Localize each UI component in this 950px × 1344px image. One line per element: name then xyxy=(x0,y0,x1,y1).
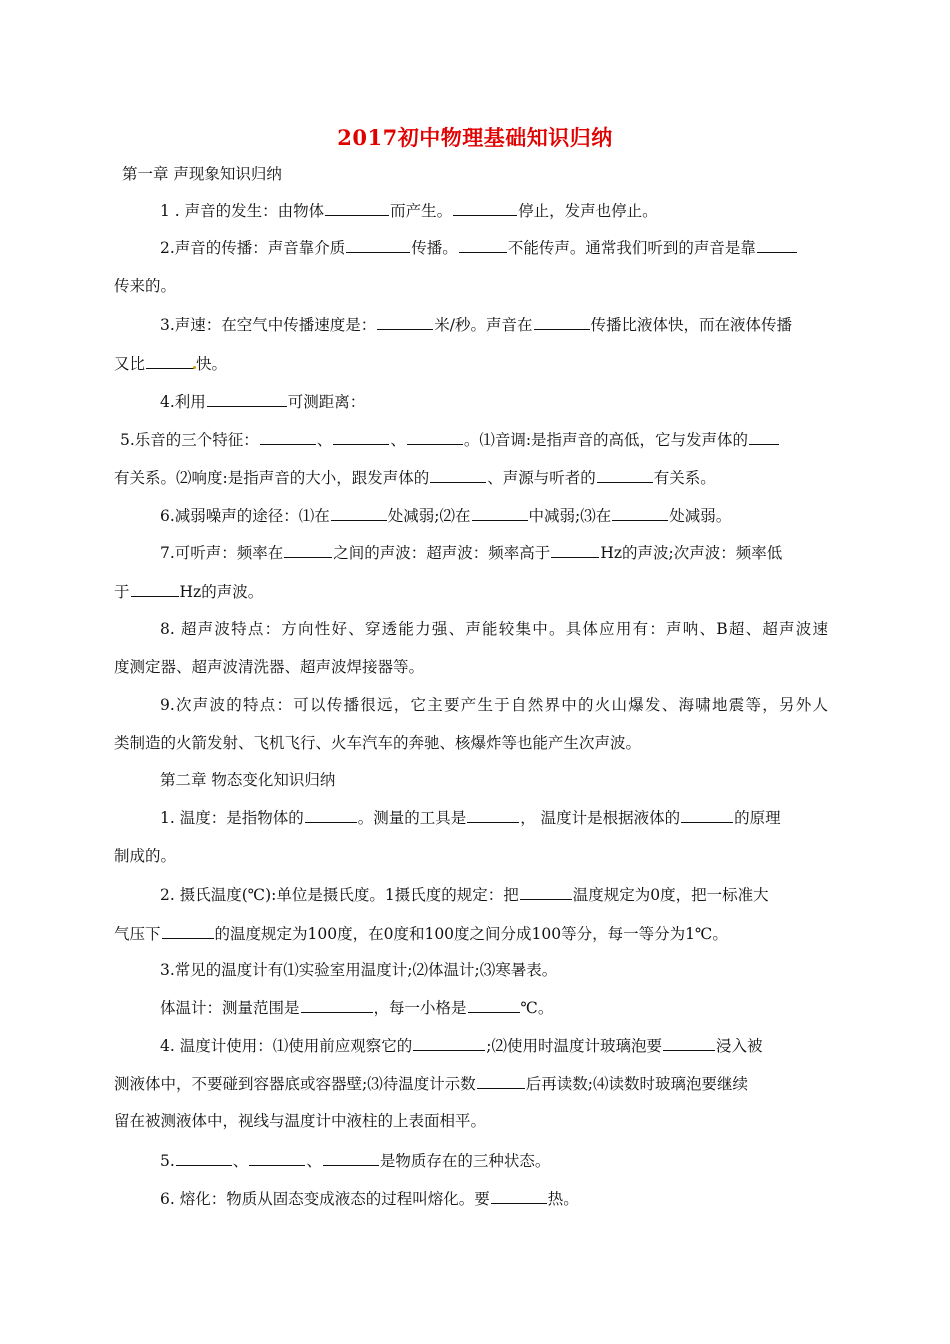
ch2-item-1-line-1: 1. 温度：是指物体的 。测量的工具是 ， 温度计是根据液体的 的原理 xyxy=(160,809,781,827)
ch2-item-2-line-1: 2. 摄氏温度(℃):单位是摄氏度。1摄氏度的规定：把 温度规定为0度，把一标准大 xyxy=(160,886,769,904)
blank xyxy=(331,505,387,521)
blank xyxy=(207,391,287,407)
blank xyxy=(430,467,486,483)
blank xyxy=(459,237,507,253)
chapter-2-heading: 第二章 物态变化知识归纳 xyxy=(160,771,336,789)
ch1-item-5-line-1: 5.乐音的三个特征： 、 、 。⑴音调:是指声音的高低，它与发声体的 xyxy=(120,429,780,450)
blank xyxy=(131,581,179,597)
blank xyxy=(612,505,668,521)
ch2-item-4-line-1: 4. 温度计使用：⑴使用前应观察它的 ;⑵使用时温度计玻璃泡要 浸入被 xyxy=(160,1037,763,1055)
blank xyxy=(534,314,590,330)
blank xyxy=(413,1035,485,1051)
blank xyxy=(551,542,599,558)
ch1-item-7-line-2: 于 Hz的声波。 xyxy=(114,583,264,601)
ch2-item-5: 5. 、 、 是物质存在的三种状态。 xyxy=(160,1152,551,1170)
ch1-item-8-line-1: 8. 超声波特点：方向性好、穿透能力强、声能较集中。具体应用有：声呐、B超、超声波速 xyxy=(160,620,828,638)
ch1-item-7-line-1: 7.可听声：频率在 之间的声波：超声波：频率高于 Hz的声波;次声波：频率低 xyxy=(160,544,783,562)
ch1-item-3-line-1: 3.声速：在空气中传播速度是： 米/秒。声音在 传播比液体快，而在液体传播 xyxy=(160,316,793,334)
ch1-item-2-line-1: 2.声音的传播：声音靠介质 传播。 不能传声。通常我们听到的声音是靠 xyxy=(160,237,798,258)
blank xyxy=(162,923,214,939)
blank xyxy=(520,884,572,900)
ch2-item-4-line-2: 测液体中，不要碰到容器底或容器壁;⑶待温度计示数 后再读数;⑷读数时玻璃泡要继续 xyxy=(114,1075,748,1093)
ch2-item-4-line-3: 留在被测液体中，视线与温度计中液柱的上表面相平。 xyxy=(114,1112,487,1130)
blank xyxy=(146,353,194,369)
blank xyxy=(333,429,389,445)
ch1-item-9-line-2: 类制造的火箭发射、飞机飞行、火车汽车的奔驰、核爆炸等也能产生次声波。 xyxy=(114,734,642,752)
blank xyxy=(323,1150,379,1166)
ch2-item-2-line-2: 气压下 的温度规定为100度，在0度和100度之间分成100等分，每一等分为1℃。 xyxy=(114,925,728,943)
blank xyxy=(467,807,519,823)
blank xyxy=(346,237,410,253)
blank xyxy=(491,1188,547,1204)
blank xyxy=(757,237,797,253)
blank xyxy=(284,542,332,558)
ch2-item-3-line-2: 体温计：测量范围是 ，每一小格是 ℃。 xyxy=(160,999,554,1017)
ch2-item-3-line-1: 3.常见的温度计有⑴实验室用温度计;⑵体温计;⑶寒暑表。 xyxy=(160,961,558,979)
ch1-item-1: 1 . 声音的发生：由物体 而产生。 停止，发声也停止。 xyxy=(160,202,658,220)
chapter-1-heading: 第一章 声现象知识归纳 xyxy=(122,165,282,183)
blank xyxy=(477,1073,525,1089)
blank xyxy=(377,314,433,330)
blank xyxy=(325,200,389,216)
ch2-item-6: 6. 熔化：物质从固态变成液态的过程叫熔化。要 热。 xyxy=(160,1190,579,1208)
blank xyxy=(453,200,517,216)
blank xyxy=(301,997,373,1013)
ch1-item-4: 4.利用 可测距离： xyxy=(160,393,366,411)
blank xyxy=(249,1150,305,1166)
blank xyxy=(749,429,779,445)
ch1-item-3-line-2: 又比 快。 xyxy=(114,355,228,373)
blank xyxy=(472,505,528,521)
ch2-item-1-line-2: 制成的。 xyxy=(114,847,177,865)
ch1-item-2-line-2: 传来的。 xyxy=(114,277,177,295)
blank xyxy=(597,467,653,483)
blank xyxy=(176,1150,232,1166)
blank xyxy=(468,997,520,1013)
blank xyxy=(407,429,463,445)
blank xyxy=(681,807,733,823)
document-title: 2017初中物理基础知识归纳 xyxy=(337,125,613,150)
ch1-item-6: 6.减弱噪声的途径：⑴在 处减弱;⑵在 中减弱;⑶在 处减弱。 xyxy=(160,507,732,525)
blank xyxy=(305,807,357,823)
blank xyxy=(663,1035,715,1051)
ch1-item-9-line-1: 9.次声波的特点：可以传播很远，它主要产生于自然界中的火山爆发、海啸地震等，另外人 xyxy=(160,696,828,714)
blank xyxy=(260,429,316,445)
ch1-item-5-line-2: 有关系。⑵响度:是指声音的大小，跟发声体的 、声源与听者的 有关系。 xyxy=(114,469,716,487)
ch1-item-8-line-2: 度测定器、超声波清洗器、超声波焊接器等。 xyxy=(114,658,425,676)
